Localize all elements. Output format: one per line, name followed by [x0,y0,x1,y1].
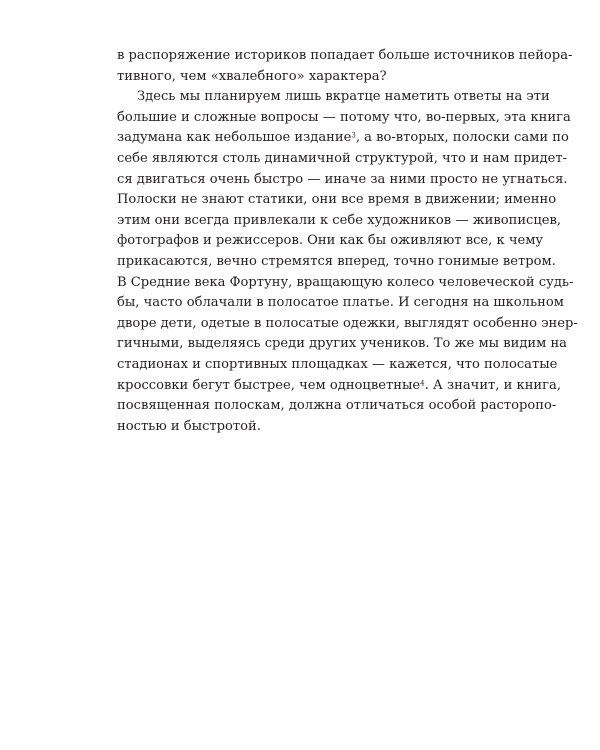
line-text-continued: . А значит, и книга, [424,377,561,393]
footnote-marker: 4 [420,379,425,387]
line-text: фотографов и режиссеров. Они как бы оживляют все, к чему [117,233,544,249]
line-text: дворе дети, одетые в полосатые одежки, выглядят особенно энер- [117,315,578,331]
text-line [117,293,564,314]
text-line [117,376,561,397]
text-line [117,355,558,376]
paragraph [117,46,573,87]
text-line [117,231,544,252]
body-text [117,46,578,437]
text-line [117,273,574,294]
line-text: прикасаются, вечно стремятся вперед, точно гонимые ветром. [117,253,556,269]
text-line [117,149,568,170]
footnote-marker: 3 [351,131,356,140]
line-text-continued: , а во-вторых, полоски сами по [355,130,569,146]
line-text: ся двигаться очень быстро — иначе за ними просто не угнаться. [117,171,568,187]
text-line [117,252,556,273]
line-text: этим они всегда привлекали к себе художников — живописцев, [117,212,562,228]
line-text: тивного, чем «хвалебного» характера? [117,68,387,84]
text-line [117,396,557,417]
line-text: себе являются столь динамичной структурой, что и нам придет- [117,150,568,166]
line-text: бы, часто облачали в полосатое платье. И сегодня на школьном [117,295,564,311]
line-text: В Средние века Фортуну, вращающую колесо человеческой судь- [117,274,574,290]
text-line [117,87,550,108]
line-text: стадионах и спортивных площадках — кажется, что полосатые [117,356,558,372]
line-text: задумана как небольшое издание [117,130,352,146]
text-line [117,128,569,149]
text-line [117,417,497,438]
text-line [117,46,573,67]
paragraph [117,87,578,437]
line-text: кроссовки бегут быстрее, чем одноцветные [117,377,421,393]
text-line [117,334,567,355]
line-text: Здесь мы планируем лишь вкратце наметить ответы на эти [137,89,550,105]
line-text: большие и сложные вопросы — потому что, во-первых, эта книга [117,109,571,125]
text-line [117,190,557,211]
text-line [117,211,562,232]
line-text: ностью и быстротой. [117,418,261,434]
text-line [117,67,497,88]
line-text: посвященная полоскам, должна отличаться особой расторопо- [117,398,557,414]
line-text: гичными, выделяясь среди других учеников. То же мы видим на [117,336,567,352]
text-line [117,314,578,335]
line-text: Полоски не знают статики, они все время в движении; именно [117,192,557,208]
text-line [117,170,568,191]
line-text: в распоряжение историков попадает больше источников пейора- [117,48,573,63]
text-line [117,108,571,129]
